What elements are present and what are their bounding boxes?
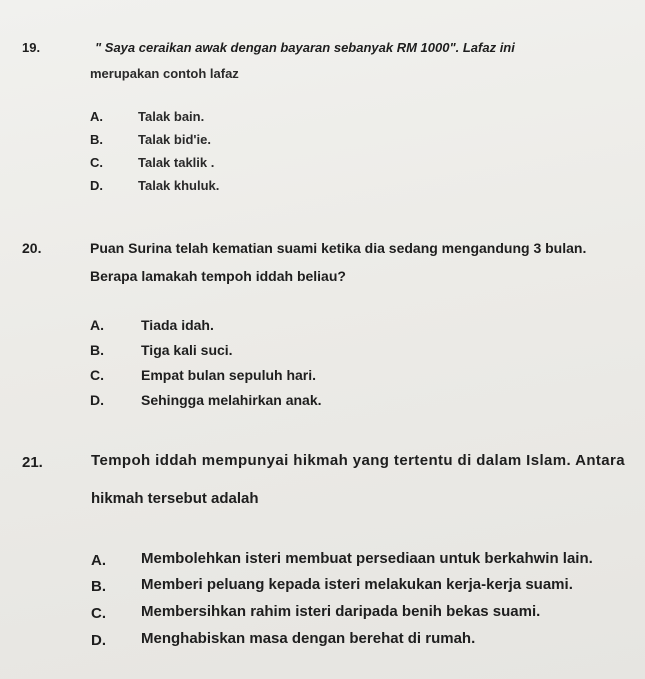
option-d-text[interactable]: Talak khuluk. (138, 178, 220, 193)
option-c-text[interactable]: Empat bulan sepuluh hari. (141, 367, 317, 383)
option-letter-d: D. (90, 392, 104, 408)
question-text-line1: " Saya ceraikan awak dengan bayaran sebanyak RM 1000". Lafaz ini (95, 40, 515, 55)
question-text-line1: Tempoh iddah mempunyai hikmah yang tertentu di dalam Islam. Antara (91, 452, 625, 469)
option-letter-c: C. (90, 367, 104, 383)
option-a-text[interactable]: Talak bain. (138, 109, 205, 124)
question-text-line2: hikmah tersebut adalah (91, 490, 259, 507)
question-text-line1: Puan Surina telah kematian suami ketika dia sedang mengandung 3 bulan. (90, 240, 587, 256)
option-a-text[interactable]: Tiada idah. (141, 317, 214, 333)
option-letter-a: A. (90, 317, 104, 333)
option-letter-a: A. (90, 109, 103, 124)
option-d-text[interactable]: Sehingga melahirkan anak. (141, 392, 322, 408)
option-d-text[interactable]: Menghabiskan masa dengan berehat di rumah. (141, 630, 476, 647)
option-b-text[interactable]: Memberi peluang kepada isteri melakukan kerja-kerja suami. (141, 576, 573, 593)
option-a-text[interactable]: Membolehkan isteri membuat persediaan untuk berkahwin lain. (141, 550, 593, 567)
question-number: 19. (22, 40, 41, 55)
option-letter-b: B. (90, 132, 103, 147)
question-number: 20. (22, 240, 42, 256)
option-letter-c: C. (91, 605, 106, 622)
option-letter-b: B. (91, 578, 106, 595)
question-number: 21. (22, 454, 43, 471)
option-b-text[interactable]: Talak bid'ie. (138, 132, 211, 147)
option-letter-a: A. (91, 552, 106, 569)
option-c-text[interactable]: Membersihkan rahim isteri daripada benih bekas suami. (141, 603, 541, 620)
option-b-text[interactable]: Tiga kali suci. (141, 342, 233, 358)
option-letter-b: B. (90, 342, 104, 358)
option-letter-c: C. (90, 155, 103, 170)
option-letter-d: D. (90, 178, 103, 193)
option-letter-d: D. (91, 632, 106, 649)
question-text-line2: merupakan contoh lafaz (90, 66, 239, 81)
option-c-text[interactable]: Talak taklik . (138, 155, 215, 170)
question-text-line2: Berapa lamakah tempoh iddah beliau? (90, 268, 346, 284)
